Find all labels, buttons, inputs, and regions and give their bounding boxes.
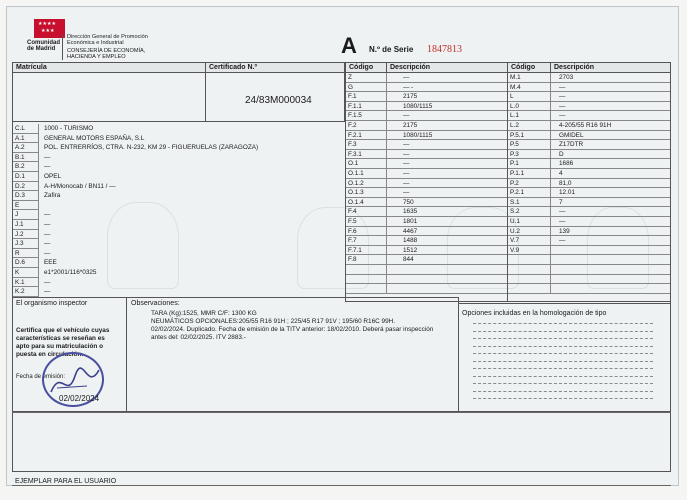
org-name-line1: Comunidad [27,40,60,46]
mid-value-cell: 2175 [387,121,507,131]
right-value-cell: 1686 [551,159,670,169]
left-value-cell: — [44,153,51,161]
mid-code-cell: F.3 [346,140,387,150]
mid-code-cell [346,265,387,275]
mid-code-cell: F.1.5 [346,111,387,121]
madrid-flag-logo: ★★★★ ★★★ [34,19,65,38]
right-code-cell [508,284,551,294]
mid-code-cell: F.7.1 [346,246,387,256]
right-value-cell: 139 [551,227,670,237]
opciones-line [473,331,653,332]
right-value-cell: — [551,217,670,227]
section-divider [12,412,671,413]
mid-code-cell: O.1.2 [346,179,387,189]
opciones-line [473,383,653,384]
right-value-cell: 4-205/55 R16 91H [551,121,670,131]
mid-code-cell: Z [346,73,387,83]
left-code-cell: D.6 [13,258,39,268]
right-value-cell [551,246,670,256]
right-code-cell: V.7 [508,236,551,246]
mid-code-cell: F.3.1 [346,150,387,160]
mid-value-cell: 1635 [387,207,507,217]
mid-value-cell: 1080/1115 [387,102,507,112]
mid-code-cell: F.6 [346,227,387,237]
right-code-cell: P.1 [508,159,551,169]
right-code-cell: P.5.1 [508,131,551,141]
right-value-cell: 7 [551,198,670,208]
mid-value-cell: — [387,179,507,189]
right-code-cell: P.3 [508,150,551,160]
footer-divider [12,485,671,486]
right-codigo-header: Código [508,63,551,73]
left-code-cell: B.2 [13,162,39,172]
right-code-cell: S.1 [508,198,551,208]
right-value-cell: 4 [551,169,670,179]
left-value-cell: OPEL [44,173,62,180]
observaciones-line3: 02/02/2024. Duplicado. Fecha de emisión de la TITV anterior: 18/02/2010. Deberá pasar inspección [151,326,434,333]
left-code-cell: C.L [13,124,39,134]
left-value-cell: — [44,288,51,296]
right-code-cell: V.9 [508,246,551,256]
mid-code-cell: O.1.1 [346,169,387,179]
right-code-cell: L.0 [508,102,551,112]
certifica-line1: Certifica que el vehículo cuyas [16,327,110,334]
left-code-cell: D.1 [13,172,39,182]
right-code-cell: L [508,92,551,102]
left-code-cell: J.1 [13,220,39,230]
mid-value-cell: 844 [387,255,507,265]
right-code-cell: P.5 [508,140,551,150]
right-value-cell [551,275,670,285]
right-code-cell [508,265,551,275]
opciones-line [473,361,653,362]
opciones-line [473,368,653,369]
mid-value-cell: — [387,73,507,83]
opciones-line [473,353,653,354]
left-code-cell: B.1 [13,153,39,163]
opciones-line [473,398,653,399]
right-value-cell: 12.01 [551,188,670,198]
left-value-cell: — [44,240,51,248]
mid-value-cell: — [387,188,507,198]
right-value-cell: — [551,83,670,93]
mid-code-cell [346,275,387,285]
right-value-cell: 81,0 [551,179,670,189]
mid-code-cell: O.1 [346,159,387,169]
right-code-cell: U.2 [508,227,551,237]
mid-value-cell: — [387,140,507,150]
left-code-cell: R [13,249,39,259]
opciones-line [473,391,653,392]
left-code-cell: K.1 [13,278,39,288]
opciones-box [458,303,671,412]
right-value-cell [551,265,670,275]
right-code-cell: P.2 [508,179,551,189]
right-code-cell [508,275,551,285]
left-value-cell: A-H/Monocab / BN11 / — [44,182,116,190]
left-code-cell: D.3 [13,191,39,201]
matricula-label: Matrícula [13,63,205,73]
mid-code-cell: F.7 [346,236,387,246]
observaciones-line1: TARA (Kg):1525, MMR C/F: 1300 KG [151,310,257,317]
dept-line4: HACIENDA Y EMPLEO [67,54,126,60]
right-value-cell: — [551,207,670,217]
left-value-cell: — [44,278,51,286]
right-code-cell [508,255,551,265]
mid-code-cell: F.5 [346,217,387,227]
org-name-line2: de Madrid [27,46,56,52]
right-value-cell [551,284,670,294]
right-value-cell: 2703 [551,73,670,83]
right-value-cell: GMIDEL [551,131,670,141]
opciones-line [473,346,653,347]
right-code-cell: M.1 [508,73,551,83]
mid-value-cell: — [387,169,507,179]
right-value-cell: D [551,150,670,160]
mid-codigo-header: Código [346,63,387,73]
dept-line3: CONSEJERÍA DE ECONOMÍA, [67,48,146,54]
right-code-cell: P.2.1 [508,188,551,198]
mid-code-cell: F.1.1 [346,102,387,112]
serie-number: 1847813 [427,44,462,55]
mid-code-cell: F.4 [346,207,387,217]
observaciones-line2: NEUMÁTICOS OPCIONALES:205/55 R16 91H ; 225/45 R17 91V ; 195/60 R16C 99H. [151,318,396,325]
mid-value-cell: — - [387,83,507,93]
certificado-value: 24/83M000034 [245,95,312,106]
left-code-cell: J.3 [13,239,39,249]
mid-value-cell [387,284,507,294]
mid-value-cell: 1080/1115 [387,131,507,141]
mid-code-cell: F.1 [346,92,387,102]
mid-code-cell: O.1.3 [346,188,387,198]
right-code-cell: P.1.1 [508,169,551,179]
left-value-cell: e1*2001/116*0325 [44,269,97,276]
mid-code-cell: F.2 [346,121,387,131]
mid-code-cell: F.8 [346,255,387,265]
opciones-line [473,323,653,324]
left-value-cell: EEE [44,259,57,267]
left-value-cell: 1000 - TURISMO [44,125,94,132]
left-value-cell: — [44,221,51,228]
right-descripcion-header: Descripción [551,63,670,73]
mid-code-cell: G [346,83,387,93]
vehicle-technical-card [6,6,679,486]
right-code-cell: L.2 [508,121,551,131]
certifica-line3: apto para su matriculación o [16,343,104,350]
mid-value-cell: — [387,150,507,160]
right-value-cell: — [551,92,670,102]
certifica-line4: puesta en circulación. [16,351,84,358]
left-value-cell: GENERAL MOTORS ESPAÑA, S.L [44,134,145,142]
observaciones-label: Observaciones: [131,300,180,307]
right-value-cell: — [551,102,670,112]
fecha-value: 02/02/2024 [59,394,100,403]
left-code-cell: A.1 [13,134,39,144]
mid-value-cell: — [387,111,507,121]
serie-label: N.º de Serie [369,45,414,54]
left-value-cell: — [44,211,51,219]
mid-code-cell: O.1.4 [346,198,387,208]
mid-value-cell: 2175 [387,92,507,102]
left-code-cell: K [13,268,39,278]
dept-line2: Económica e Industrial [67,40,124,46]
opciones-line [473,376,653,377]
opciones-label: Opciones incluidas en la homologación de tipo [462,310,607,317]
certifica-line2: características se reseñan es [16,335,105,342]
right-value-cell: — [551,236,670,246]
mid-value-cell [387,265,507,275]
right-code-cell: S.2 [508,207,551,217]
mid-value-cell [387,275,507,285]
right-value-cell: Z17DTR [551,140,670,150]
opciones-line [473,338,653,339]
left-value-cell: POL. ENTRERRÍOS, CTRA. N-232, KM 29 - FIGUERUELAS (ZARAGOZA) [44,144,259,152]
fecha-label: Fecha de emisión: [16,374,66,380]
right-value-cell: — [551,111,670,121]
mid-value-cell: 1488 [387,236,507,246]
inspector-label: El organismo inspector [16,300,88,307]
mid-code-cell: F.2.1 [346,131,387,141]
mid-value-cell: 1801 [387,217,507,227]
left-value-cell: — [44,230,51,238]
left-value-cell: Zafira [44,192,61,200]
left-code-cell: D.2 [13,182,39,192]
dept-line1: Dirección General de Promoción [67,34,148,40]
left-value-cell: — [44,249,51,257]
mid-value-cell: — [387,159,507,169]
mid-code-cell [346,284,387,294]
mid-descripcion-header: Descripción [387,63,507,73]
left-value-cell: — [44,163,51,171]
left-code-cell: E [13,201,39,211]
left-code-cell: K.2 [13,287,39,297]
mid-value-cell: 1512 [387,246,507,256]
right-code-cell: L.1 [508,111,551,121]
right-code-cell: M.4 [508,83,551,93]
left-code-cell: J.2 [13,230,39,240]
ejemplar-label: EJEMPLAR PARA EL USUARIO [15,478,117,485]
category-letter: A [341,33,357,58]
mid-value-cell: 4467 [387,227,507,237]
left-code-cell: A.2 [13,143,39,153]
mid-value-cell: 750 [387,198,507,208]
left-code-cell: J [13,210,39,220]
right-value-cell [551,255,670,265]
certificado-label: Certificado N.º [206,63,344,73]
right-code-cell: U.1 [508,217,551,227]
observaciones-line4: antes del: 02/02/2025. ITV 2883.- [151,334,246,341]
